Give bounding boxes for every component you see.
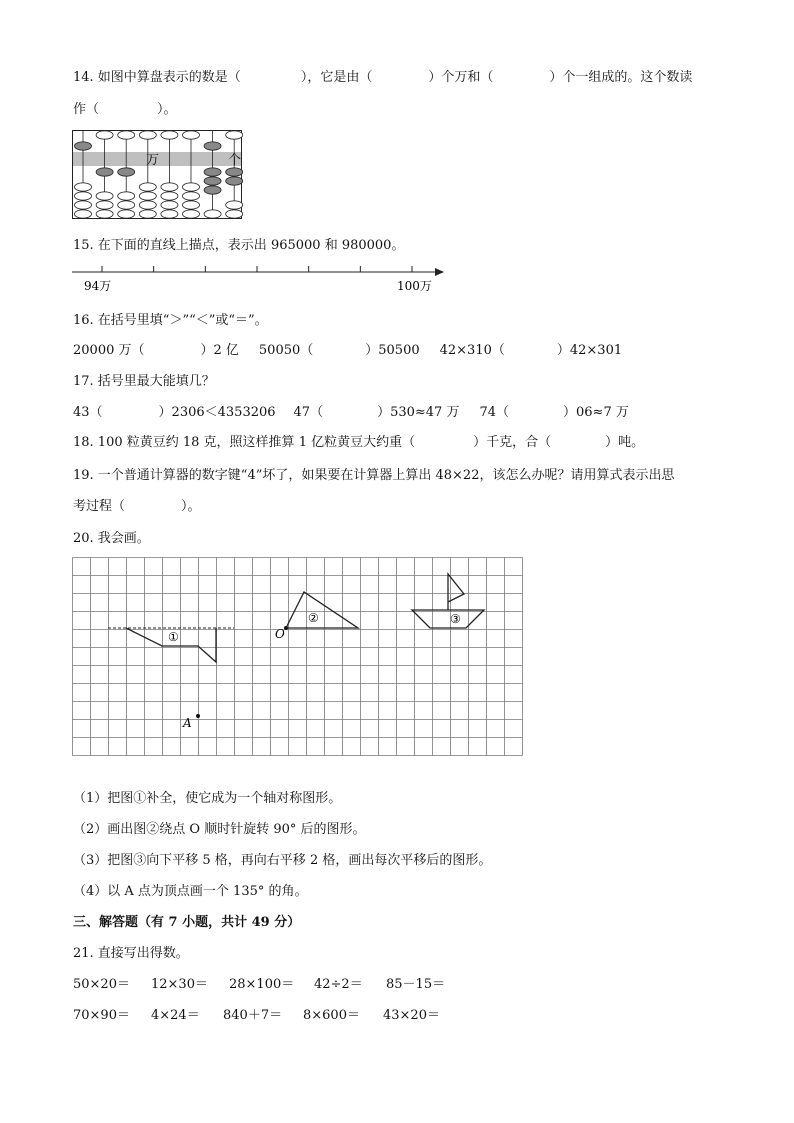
q16-a2: ）2 亿 [200,343,239,358]
q20-sub3: （3）把图③向下平移 5 格，再向右平移 2 格，画出每次平移后的图形。 [73,853,492,868]
number-line-left-label: 94万 [84,279,112,293]
q17-a2: ）2306＜4353206 [158,405,276,420]
abacus-lower-bead [183,183,200,191]
q21-item[interactable]: 8×600＝ [303,1008,360,1023]
drawing-grid [72,557,538,771]
abacus-upper-bead [118,131,135,139]
abacus-lower-bead [204,177,221,185]
q19-line2b: ）。 [181,499,201,514]
q21-item[interactable]: 42÷2＝ [314,977,363,992]
abacus-lower-bead [139,201,156,209]
abacus-upper-bead [204,142,221,150]
abacus-upper-bead [161,131,178,139]
abacus-upper-bead [226,131,243,139]
q20-sub1: （1）把图①补全，使它成为一个轴对称图形。 [73,791,342,806]
abacus-lower-bead [183,192,200,200]
number-line-arrow [435,268,444,276]
abacus-lower-bead [96,192,113,200]
abacus-upper-bead [96,131,113,139]
abacus-lower-bead [161,192,178,200]
q17-a1: 43（ [73,405,103,420]
abacus-lower-bead [75,210,92,218]
abacus-lower-bead [96,168,113,176]
abacus-lower-bead [75,192,92,200]
abacus-lower-bead [118,192,135,200]
q14-line-1 [73,66,692,85]
q17-title: 17. 括号里最大能填几？ [73,374,215,389]
q21-item[interactable]: 28×100＝ [229,977,295,992]
abacus-lower-bead [139,192,156,200]
abacus-lower-bead [204,168,221,176]
q21-item[interactable]: 50×20＝ [73,977,130,992]
q14-text-c: ）个万和（ [428,70,494,85]
q21-item[interactable]: 70×90＝ [73,1008,130,1023]
point-a-label: A [183,716,192,730]
q21-item[interactable]: 12×30＝ [151,977,208,992]
q19-line2a: 考过程（ [73,499,126,514]
abacus-lower-bead [204,186,221,194]
q21-row-2 [73,1004,440,1023]
fig1-label: ① [168,630,179,644]
q21-item[interactable]: 85－15＝ [386,977,446,992]
abacus-lower-bead [226,177,243,185]
q21-item[interactable]: 4×24＝ [151,1008,200,1023]
q20-title: 20. 我会画。 [73,531,150,546]
q18-c: ）吨。 [605,435,645,450]
abacus-lower-bead [226,168,243,176]
abacus-lower-bead [139,210,156,218]
q18-a: 18. 100 粒黄豆约 18 克，照这样推算 1 亿粒黄豆大约重（ [73,435,416,450]
fig3-label: ③ [450,612,461,626]
abacus-lower-bead [204,210,221,218]
q14-text-d: ）个一组成的。这个数读 [549,70,693,85]
q14-text-e: 作（ [73,102,100,117]
abacus-upper-bead [75,142,92,150]
q18-line [73,431,644,450]
abacus-wan-label: 万 [146,153,160,168]
abacus-lower-bead [226,201,243,209]
number-line-right-label: 100万 [397,279,432,293]
abacus-figure [72,130,244,222]
fig2-label: ② [308,611,319,625]
abacus-ge-label: 个 [228,153,242,168]
q21-item[interactable]: 840＋7＝ [223,1008,283,1023]
q16-row [73,339,622,358]
abacus-lower-bead [96,210,113,218]
q17-row [73,401,629,420]
q14-text-a: 14. 如图中算盘表示的数是（ [73,70,241,85]
point-a-dot [196,714,200,718]
abacus-lower-bead [161,201,178,209]
q16-b1: 50050（ [258,343,314,358]
q21-item[interactable]: 43×20＝ [383,1008,440,1023]
section3-title: 三、解答题（有 7 小题，共计 49 分） [73,915,301,930]
abacus-lower-bead [139,183,156,191]
q17-c2: ）06≈7 万 [563,405,629,420]
q17-c1: 74（ [479,405,510,420]
q14-text-b: ），它是由（ [300,70,373,85]
q16-a1: 20000 万（ [73,343,145,358]
q14-text-f: ）。 [157,102,177,117]
number-line [70,262,450,296]
q16-title: 16. 在括号里填“＞”“＜”或“＝”。 [73,313,268,328]
abacus-lower-bead [183,201,200,209]
abacus-lower-bead [161,210,178,218]
abacus-upper-bead [139,131,156,139]
q20-sub4: （4）以 A 点为顶点画一个 135° 的角。 [73,884,308,899]
q21-row-1 [73,973,445,992]
abacus-upper-bead [183,131,200,139]
abacus-lower-bead [183,210,200,218]
abacus-lower-bead [118,168,135,176]
q17-b2: ）530≈47 万 [377,405,460,420]
q16-c1: 42×310（ [439,343,505,358]
abacus-lower-bead [161,183,178,191]
q16-b2: ）50500 [365,343,420,358]
abacus-lower-bead [96,201,113,209]
q20-sub2: （2）画出图②绕点 O 顺时针旋转 90° 后的图形。 [73,822,366,837]
abacus-lower-bead [226,210,243,218]
q18-b: ）千克，合（ [473,435,552,450]
fig2-triangle [286,592,358,628]
q21-title: 21. 直接写出得数。 [73,946,189,961]
abacus-lower-bead [118,210,135,218]
abacus-lower-bead [75,201,92,209]
q19-line-1: 19. 一个普通计算器的数字键“4”坏了，如果要在计算器上算出 48×22，该怎么办呢？请用算式表示出思 [73,468,675,483]
q14-line-2 [73,98,177,117]
q19-line-2 [73,495,201,514]
point-o-label: O [275,627,285,641]
q16-c2: ）42×301 [556,343,623,358]
fig3-boat-hull [412,610,484,628]
q15-line: 15. 在下面的直线上描点，表示出 965000 和 980000。 [73,238,405,253]
abacus-lower-bead [75,183,92,191]
q17-b1: 47（ [293,405,324,420]
abacus-lower-bead [118,201,135,209]
